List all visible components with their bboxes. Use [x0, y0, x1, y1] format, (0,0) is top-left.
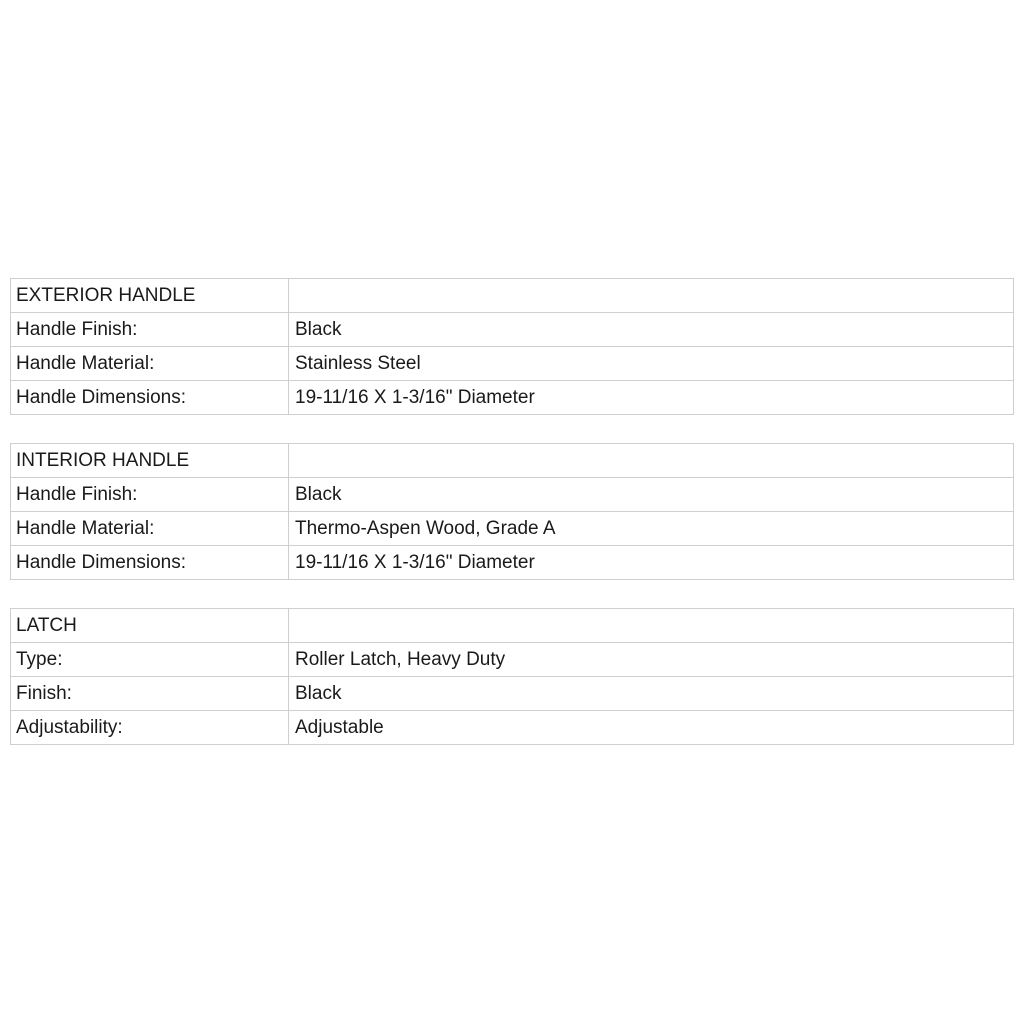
- table-row: [11, 711, 1014, 745]
- row-value: Roller Latch, Heavy Duty: [289, 643, 1014, 677]
- section-heading-value: [289, 609, 1014, 643]
- row-value: Black: [289, 478, 1014, 512]
- exterior-handle-table: [10, 278, 1014, 415]
- row-label: Adjustability:: [11, 711, 289, 745]
- table-row: [11, 381, 1014, 415]
- table-row: [11, 512, 1014, 546]
- row-label: Type:: [11, 643, 289, 677]
- table-row: [11, 643, 1014, 677]
- section-heading-row: [11, 609, 1014, 643]
- section-heading: LATCH: [11, 609, 289, 643]
- section-heading-row: [11, 444, 1014, 478]
- row-value: 19-11/16 X 1-3/16" Diameter: [289, 546, 1014, 580]
- row-value: Thermo-Aspen Wood, Grade A: [289, 512, 1014, 546]
- table-row: [11, 546, 1014, 580]
- row-value: Black: [289, 677, 1014, 711]
- row-label: Handle Finish:: [11, 313, 289, 347]
- row-value: 19-11/16 X 1-3/16" Diameter: [289, 381, 1014, 415]
- row-label: Handle Dimensions:: [11, 546, 289, 580]
- row-label: Handle Dimensions:: [11, 381, 289, 415]
- spec-tables: [10, 278, 1013, 773]
- table-row: [11, 313, 1014, 347]
- table-row: [11, 478, 1014, 512]
- row-value: Stainless Steel: [289, 347, 1014, 381]
- row-value: Adjustable: [289, 711, 1014, 745]
- row-label: Finish:: [11, 677, 289, 711]
- section-heading-value: [289, 444, 1014, 478]
- latch-table: [10, 608, 1014, 745]
- row-value: Black: [289, 313, 1014, 347]
- section-heading: EXTERIOR HANDLE: [11, 279, 289, 313]
- section-heading-row: [11, 279, 1014, 313]
- section-heading-value: [289, 279, 1014, 313]
- table-row: [11, 347, 1014, 381]
- interior-handle-table: [10, 443, 1014, 580]
- table-row: [11, 677, 1014, 711]
- row-label: Handle Material:: [11, 512, 289, 546]
- section-heading: INTERIOR HANDLE: [11, 444, 289, 478]
- row-label: Handle Material:: [11, 347, 289, 381]
- row-label: Handle Finish:: [11, 478, 289, 512]
